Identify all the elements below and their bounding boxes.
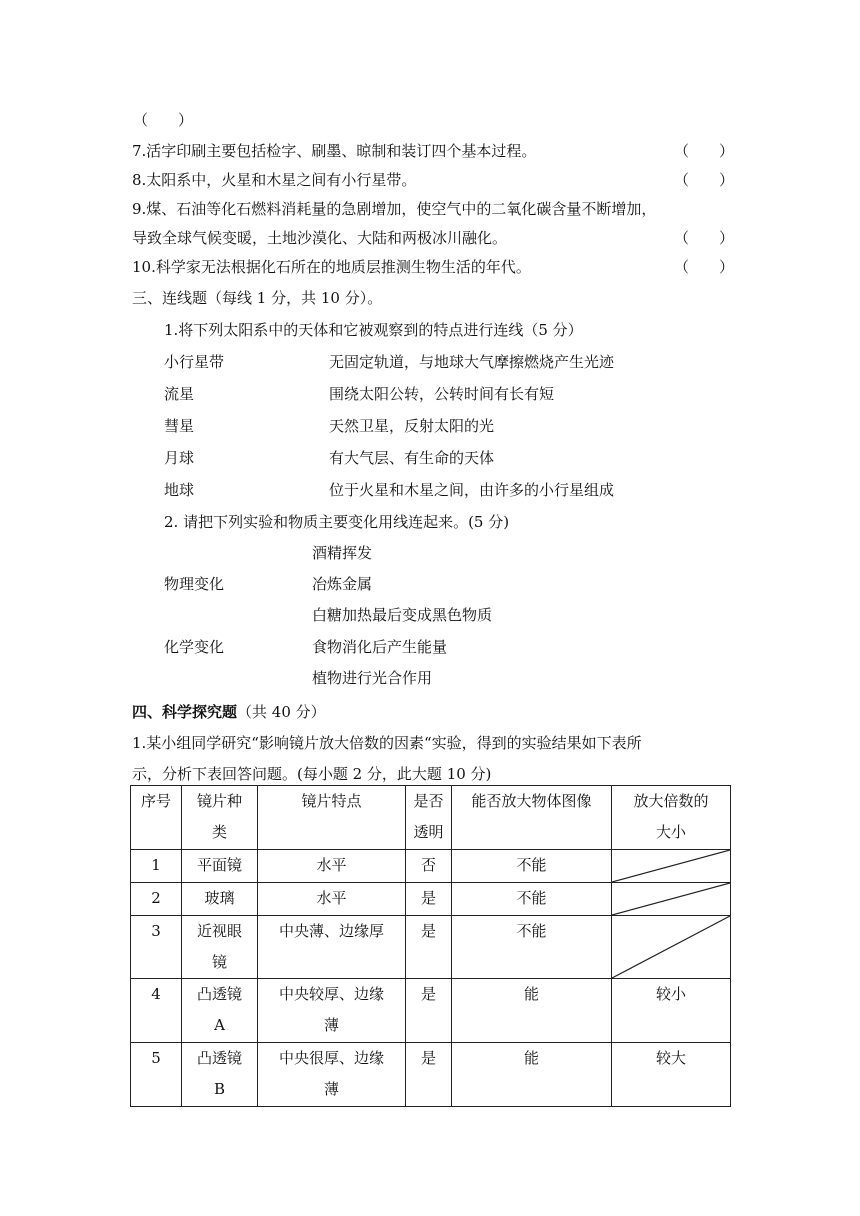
match-right-item: 位于火星和木星之间，由许多的小行星组成 <box>329 481 615 499</box>
match-right-item: 冶炼金属 <box>312 575 373 593</box>
table-cell-slashed <box>612 883 731 916</box>
table-header-cell: 序号 <box>131 786 182 850</box>
section4-title <box>132 702 326 722</box>
table-cell: 中央薄、边缘厚 <box>258 916 406 979</box>
match-right-item: 天然卫星，反射太阳的光 <box>329 417 495 435</box>
diagonal-slash <box>612 883 730 915</box>
table-cell-slashed <box>612 850 731 883</box>
match-right-item: 无固定轨道，与地球大气摩擦燃烧产生光迹 <box>329 353 615 371</box>
table-cell: 5 <box>131 1043 182 1107</box>
section4-title-score: （共 40 分） <box>237 703 326 721</box>
table-cell: 是 <box>406 883 452 916</box>
section4-q1-line1: 1.某小组同学研究“影响镜片放大倍数的因素“实验，得到的实验结果如下表所 <box>132 734 642 752</box>
table-cell: 中央很厚、边缘 薄 <box>258 1043 406 1107</box>
table-header-cell: 镜片特点 <box>258 786 406 850</box>
match-left-item: 小行星带 <box>164 353 225 371</box>
table-header-cell: 是否 透明 <box>406 786 452 850</box>
section3-title: 三、连线题（每线 1 分，共 10 分）。 <box>132 289 383 307</box>
match-left-item: 彗星 <box>164 417 195 435</box>
match-left-item: 地球 <box>164 481 195 499</box>
table-cell: 4 <box>131 979 182 1043</box>
judgement-item-9-line1: 9.煤、石油等化石燃料消耗量的急剧增加，使空气中的二氧化碳含量不断增加， <box>132 200 657 218</box>
match-left-item: 月球 <box>164 449 195 467</box>
table-cell: 能 <box>452 1043 612 1107</box>
table-row <box>131 1043 731 1107</box>
table-cell: 水平 <box>258 850 406 883</box>
diagonal-slash <box>612 850 730 882</box>
table-cell: 凸透镜 B <box>182 1043 258 1107</box>
answer-paren-top: （ ） <box>133 111 194 129</box>
answer-paren-7: （ ） <box>674 142 735 160</box>
table-cell: 较小 <box>612 979 731 1043</box>
table-cell: 凸透镜 A <box>182 979 258 1043</box>
judgement-item-7: 7.活字印刷主要包括检字、刷墨、晾制和装订四个基本过程。 <box>132 142 537 160</box>
table-cell-slashed <box>612 916 731 979</box>
judgement-item-10: 10.科学家无法根据化石所在的地质层推测生物生活的年代。 <box>132 258 531 276</box>
table-row <box>131 916 731 979</box>
section4-q1-line2: 示，分析下表回答问题。(每小题 2 分，此大题 10 分) <box>132 765 492 783</box>
match-right-item: 酒精挥发 <box>312 544 373 562</box>
table-row <box>131 979 731 1043</box>
match-left-item: 流星 <box>164 385 195 403</box>
table-cell: 中央较厚、边缘 薄 <box>258 979 406 1043</box>
match-right-item: 植物进行光合作用 <box>312 669 433 687</box>
table-cell: 3 <box>131 916 182 979</box>
table-cell: 是 <box>406 916 452 979</box>
table-header-cell: 镜片种 类 <box>182 786 258 850</box>
section3-q2-title: 2. 请把下列实验和物质主要变化用线连起来。(5 分) <box>164 513 510 531</box>
match-right-item: 食物消化后产生能量 <box>312 638 448 656</box>
match-right-item: 围绕太阳公转，公转时间有长有短 <box>329 385 555 403</box>
table-cell: 否 <box>406 850 452 883</box>
answer-paren-8: （ ） <box>674 171 735 189</box>
match-right-item: 白糖加热最后变成黑色物质 <box>312 606 493 624</box>
section4-title-main: 四、科学探究题 <box>132 703 238 721</box>
table-row <box>131 850 731 883</box>
diagonal-slash <box>612 916 730 978</box>
section3-q1-title: 1.将下列太阳系中的天体和它被观察到的特点进行连线（5 分） <box>164 321 583 339</box>
table-cell: 近视眼 镜 <box>182 916 258 979</box>
table-cell: 1 <box>131 850 182 883</box>
table-row <box>131 883 731 916</box>
table-cell: 不能 <box>452 916 612 979</box>
answer-paren-9: （ ） <box>674 229 735 247</box>
match-right-item: 有大气层、有生命的天体 <box>329 449 495 467</box>
table-cell: 玻璃 <box>182 883 258 916</box>
answer-paren-10: （ ） <box>674 258 735 276</box>
judgement-item-8: 8.太阳系中，火星和木星之间有小行星带。 <box>132 171 417 189</box>
table-header-row <box>131 786 731 850</box>
judgement-item-9-line2: 导致全球气候变暖，土地沙漠化、大陆和两极冰川融化。 <box>132 229 508 247</box>
table-cell: 是 <box>406 979 452 1043</box>
table-header-cell: 放大倍数的 大小 <box>612 786 731 850</box>
experiment-table <box>130 785 731 1107</box>
table-header-cell: 能否放大物体图像 <box>452 786 612 850</box>
match-left-item: 物理变化 <box>164 575 225 593</box>
match-left-item: 化学变化 <box>164 638 225 656</box>
table-cell: 能 <box>452 979 612 1043</box>
table-cell: 平面镜 <box>182 850 258 883</box>
table-cell: 不能 <box>452 883 612 916</box>
table-cell: 较大 <box>612 1043 731 1107</box>
table-cell: 不能 <box>452 850 612 883</box>
table-cell: 水平 <box>258 883 406 916</box>
table-cell: 是 <box>406 1043 452 1107</box>
table-cell: 2 <box>131 883 182 916</box>
